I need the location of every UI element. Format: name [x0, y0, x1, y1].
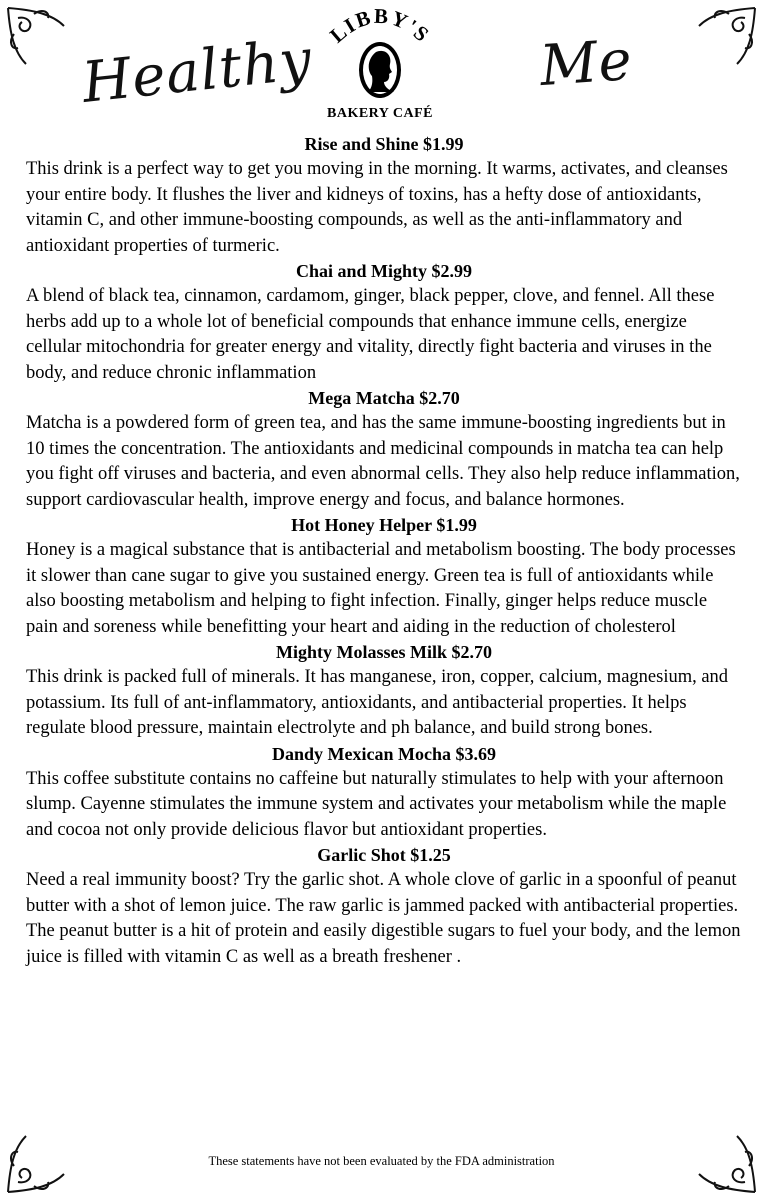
menu-item-title: Rise and Shine $1.99	[304, 134, 464, 154]
menu-item-description: Honey is a magical substance that is antibacterial and metabolism boosting. The body processes it slower than cane sugar to give you sustained energy. Green tea is full of antioxidants while also boosting metabolism and helping to fight infection. Finally, ginger helps reduce muscle pain and soreness while benefitting your heart and aiding in the reduction of cholesterol	[26, 540, 736, 637]
menu-item	[26, 513, 742, 640]
logo-subtext: BAKERY CAFÉ	[327, 106, 433, 121]
menu-item-title: Dandy Mexican Mocha $3.69	[272, 743, 496, 764]
menu-item-title: Chai and Mighty $2.99	[295, 261, 473, 281]
header-script-right: Me	[537, 27, 635, 100]
menu-item-description: A blend of black tea, cinnamon, cardamom, ginger, black pepper, clove, and fennel. All these herbs add up to a whole lot of beneficial compounds that enhance immune cells, energize cellular mitochondria for greater energy and vitality, directly fight bacteria and viruses in the body, and reduce chronic inflammation	[26, 286, 715, 383]
menu-item-title: Mega Matcha $2.70	[308, 388, 460, 408]
menu-item-description: Matcha is a powdered form of green tea, and has the same immune-boosting ingredients but in 10 times the concentration. The antioxidants and medicinal compounds in matcha tea can help you fight off viruses and bacteria, and even abnormal cells. They also help reduce inflammation, support cardiovascular health, improve energy and focus, and balance hormones.	[26, 413, 740, 510]
menu-item-description: Need a real immunity boost? Try the garlic shot. A whole clove of garlic in a spoonful of peanut butter with a shot of lemon juice. The raw garlic is jammed packed with antibacterial properties. The peanut butter is a hit of protein and easily digestible sugars to fuel your body, and the lemon juice is filled with vitamin C as well as a breath freshener .	[26, 870, 741, 967]
fda-disclaimer: These statements have not been evaluated by the FDA administration	[208, 1154, 555, 1168]
menu-item-title: Garlic Shot $1.25	[317, 845, 451, 865]
menu-item	[26, 843, 742, 970]
menu-item	[26, 132, 742, 259]
menu-item	[26, 640, 742, 742]
menu-item	[26, 386, 742, 513]
menu-item-title: Mighty Molasses Milk $2.70	[276, 642, 492, 662]
menu-item	[26, 259, 742, 386]
menu-item-description: This coffee substitute contains no caffeine but naturally stimulates to help with your afternoon slump. Cayenne stimulates the immune system and activates your metabolism while the maple and cocoa not only provide delicious flavor but antioxidant properties.	[26, 768, 727, 840]
menu-item-description: This drink is packed full of minerals. It has manganese, iron, copper, calcium, magnesium, and potassium. Its full of ant-inflammatory, antioxidants, and antibacterial properties. It helps regulate blood pressure, maintain electrolyte and ph balance, and build strong bones.	[26, 667, 729, 738]
menu-item	[26, 742, 742, 844]
menu-item-description: This drink is a perfect way to get you moving in the morning. It warms, activates, and cleanses your entire body. It flushes the liver and kidneys of toxins, has a hefty dose of antioxidants, vitamin C, and other immune-boosting compounds, as well as the anti-inflammatory and antioxidant properties of turmeric.	[26, 159, 728, 256]
bakery-logo	[318, 2, 442, 128]
menu-item-title: Hot Honey Helper $1.99	[291, 515, 477, 535]
logo-arc-text: LIBBY'S	[325, 3, 435, 48]
menu-header	[0, 0, 763, 132]
menu-items	[26, 132, 742, 970]
svg-text:LIBBY'S	[325, 4, 435, 48]
header-script-left: Healthy	[79, 27, 316, 116]
